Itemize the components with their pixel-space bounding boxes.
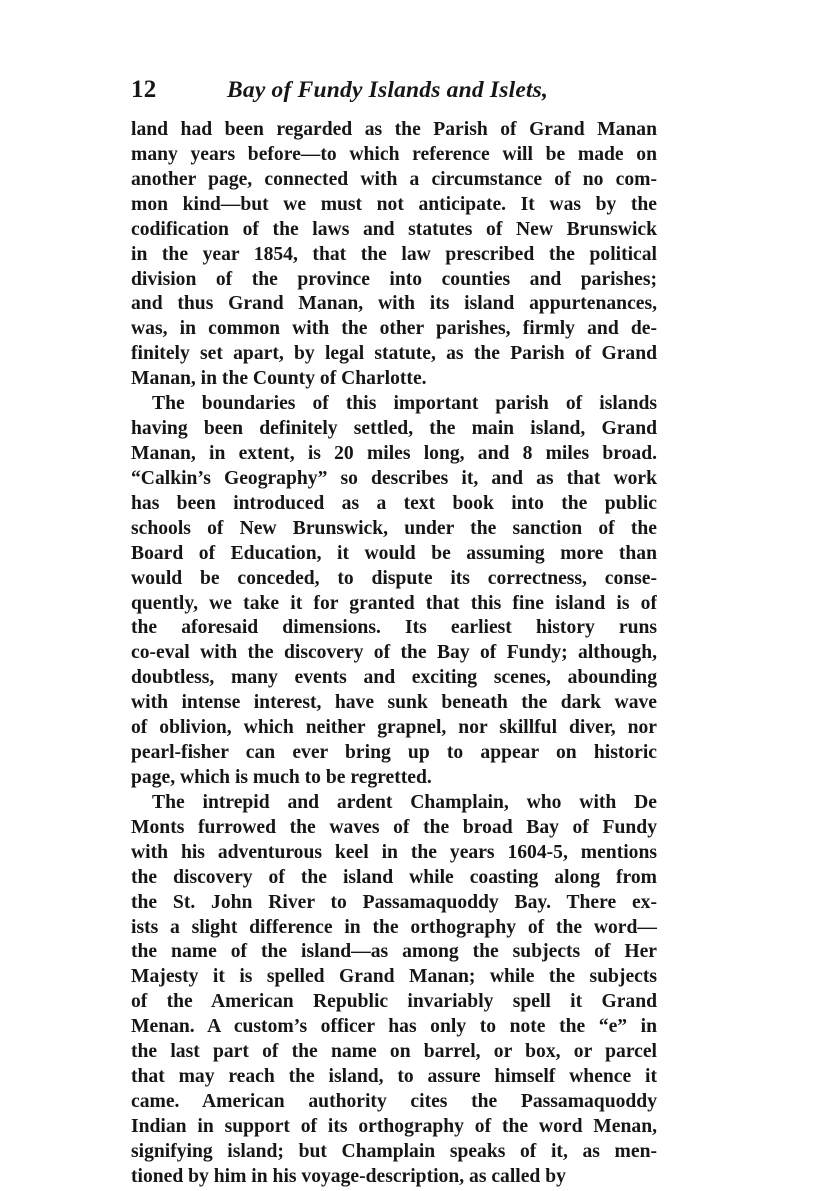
paragraph (131, 392, 657, 791)
text-line: many years before—to which reference will be made on (131, 143, 657, 165)
text-line: in the year 1854, that the law prescribed the political (131, 243, 657, 265)
text-line: schools of New Brunswick, under the sanction of the (131, 517, 657, 539)
text-line: tioned by him in his voyage-description, as called by (131, 1165, 566, 1187)
text-line: codification of the laws and statutes of New Brunswick (131, 218, 657, 240)
text-line: doubtless, many events and exciting scenes, abounding (131, 667, 657, 689)
paragraph (131, 791, 657, 1190)
text-line: the aforesaid dimensions. Its earliest history runs (131, 617, 657, 639)
text-line: has been introduced as a text book into the public (131, 492, 657, 514)
text-line: having been definitely settled, the main island, Grand (131, 418, 657, 440)
text-line: page, which is much to be regretted. (131, 766, 432, 788)
text-line: Indian in support of its orthography of the word Menan, (131, 1115, 657, 1137)
text-line: quently, we take it for granted that this fine island is of (131, 592, 657, 614)
text-line: ists a slight difference in the orthography of the word— (131, 916, 657, 938)
text-line: finitely set apart, by legal statute, as the Parish of Grand (131, 343, 657, 365)
body-text (131, 118, 657, 1190)
text-line: The intrepid and ardent Champlain, who with De (152, 791, 657, 813)
text-line: the last part of the name on barrel, or box, or parcel (131, 1041, 657, 1063)
page-number: 12 (131, 76, 157, 103)
text-line: that may reach the island, to assure himself whence it (131, 1066, 657, 1088)
text-line: land had been regarded as the Parish of Grand Manan (131, 119, 657, 140)
text-line: the St. John River to Passamaquoddy Bay. There ex- (131, 891, 657, 913)
text-line: was, in common with the other parishes, firmly and de- (131, 318, 657, 340)
text-line: division of the province into counties and parishes; (131, 268, 657, 290)
text-line: Board of Education, it would be assuming more than (131, 542, 657, 564)
running-head (131, 74, 657, 110)
text-line: another page, connected with a circumstance of no com- (131, 168, 657, 190)
text-line: pearl-fisher can ever bring up to appear on historic (131, 742, 657, 764)
text-line: Menan. A custom’s officer has only to note the “e” in (131, 1016, 657, 1038)
text-line: The boundaries of this important parish of islands (152, 393, 657, 415)
text-line: of oblivion, which neither grapnel, nor skillful diver, nor (131, 717, 657, 739)
text-line: with his adventurous keel in the years 1604-5, mentions (131, 841, 657, 863)
text-line: Monts furrowed the waves of the broad Bay of Fundy (131, 816, 657, 838)
text-line: the name of the island—as among the subjects of Her (131, 941, 657, 963)
text-line: Manan, in the County of Charlotte. (131, 368, 427, 390)
running-title: Bay of Fundy Islands and Islets, (227, 77, 549, 103)
text-line: with intense interest, have sunk beneath the dark wave (131, 692, 657, 714)
text-line: co-eval with the discovery of the Bay of Fundy; although, (131, 642, 657, 664)
text-line: came. American authority cites the Passamaquoddy (131, 1090, 657, 1112)
text-line: Manan, in extent, is 20 miles long, and 8 miles broad. (131, 442, 657, 464)
paragraph (131, 118, 657, 392)
text-line: “Calkin’s Geography” so describes it, and as that work (131, 467, 657, 489)
text-line: the discovery of the island while coasting along from (131, 866, 657, 888)
text-line: signifying island; but Champlain speaks of it, as men- (131, 1140, 657, 1162)
text-line: would be conceded, to dispute its correctness, conse- (131, 567, 657, 589)
text-line: and thus Grand Manan, with its island appurtenances, (131, 293, 657, 315)
text-line: of the American Republic invariably spell it Grand (131, 991, 657, 1013)
text-line: mon kind—but we must not anticipate. It was by the (131, 193, 657, 215)
text-line: Majesty it is spelled Grand Manan; while the subjects (131, 966, 657, 988)
